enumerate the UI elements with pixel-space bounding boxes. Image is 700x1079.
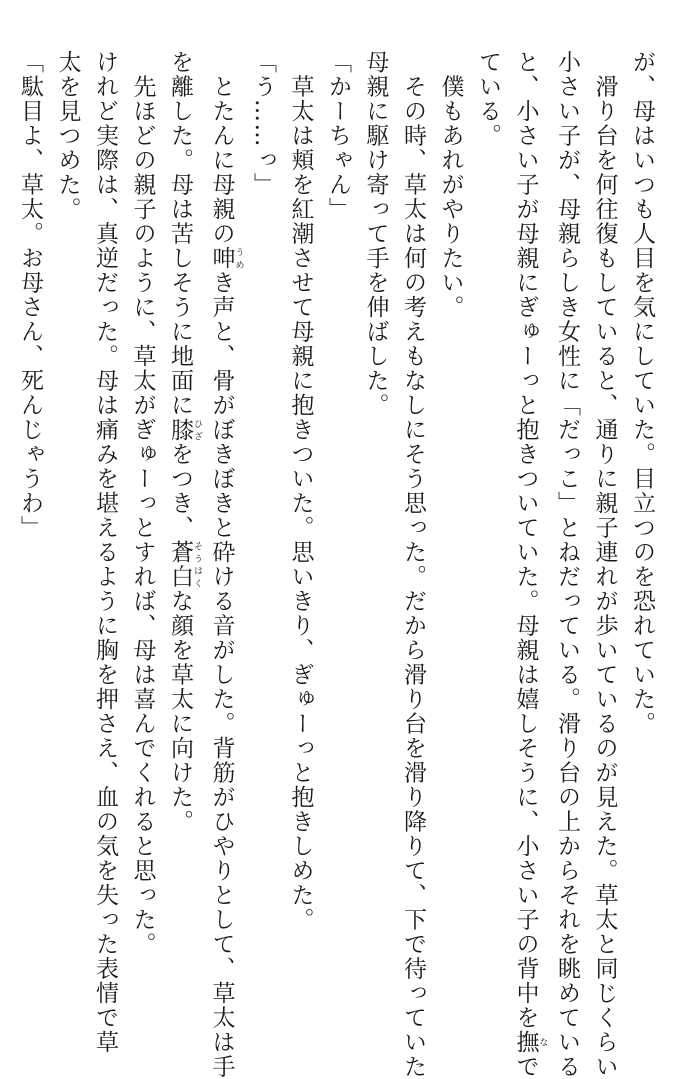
text-line-13-mid: をつき、 [167,442,193,540]
text-line-17: 「駄目よ、草太。お母さん、死んじゃうわ」 [11,50,49,980]
text-line-12-tail: き声と、骨がぼきぼきと砕ける音がした。背筋がひやりとして、草太は手 [209,271,235,1079]
text-line-4 [506,50,548,980]
text-line-7: その時、草太は何の考えもなしにそう思った。だから滑り台を滑り降りて、下で待っていた [394,50,432,980]
text-line-1: が、母はいつも人目を気にしていた。目立つのを恐れていた。 [623,50,661,980]
text-line-4-head: と、小さい子が母親にぎゅーっと抱きついていた。母親は嬉しそうに、小さい子の背中を [513,50,539,1030]
text-line-9: 「かーちゃん」 [319,50,357,980]
text-line-14: 先ほどの親子のように、草太がぎゅーっとすれば、母は喜んでくれると思った。 [123,50,161,980]
text-line-6: 僕もあれがやりたい。 [431,50,469,980]
text-line-8: 母親に駆け寄って手を伸ばした。 [356,50,394,980]
text-line-3: 小さい子が、母親らしき女性に「だっこ」とねだっている。滑り台の上からそれを眺めている [548,50,586,980]
text-line-12-head: とたんに母親の [209,50,235,246]
text-line-2: 滑り台を何往復もしていると、通りに親子連れが歩いているのが見えた。草太と同じくらい [585,50,623,980]
vertical-text-block [40,50,660,980]
ruby-nade: 撫 な [513,1030,539,1055]
text-line-13-tail: な顔を草太に向けた。 [167,589,193,834]
text-line-15: けれど実際は、真逆だった。母は痛みを堪えるように胸を押さえ、血の気を失った表情で草 [86,50,124,980]
text-line-13 [161,50,203,980]
text-line-11: 「う……っ」 [244,50,282,980]
text-line-16: 太を見つめた。 [48,50,86,980]
ruby-sohaku: 蒼白 そうはく [167,540,193,589]
text-line-13-head: を離した。母は苦しそうに地面に [167,50,193,418]
text-line-4-tail: で [513,1055,539,1079]
ruby-umeki: 呻 うめ [209,246,235,271]
text-line-5: ている。 [469,50,507,980]
ruby-hiza: 膝 ひざ [167,418,193,443]
text-line-12 [202,50,244,980]
text-line-10: 草太は頬を紅潮させて母親に抱きついた。思いきり、ぎゅーっと抱きしめた。 [281,50,319,980]
